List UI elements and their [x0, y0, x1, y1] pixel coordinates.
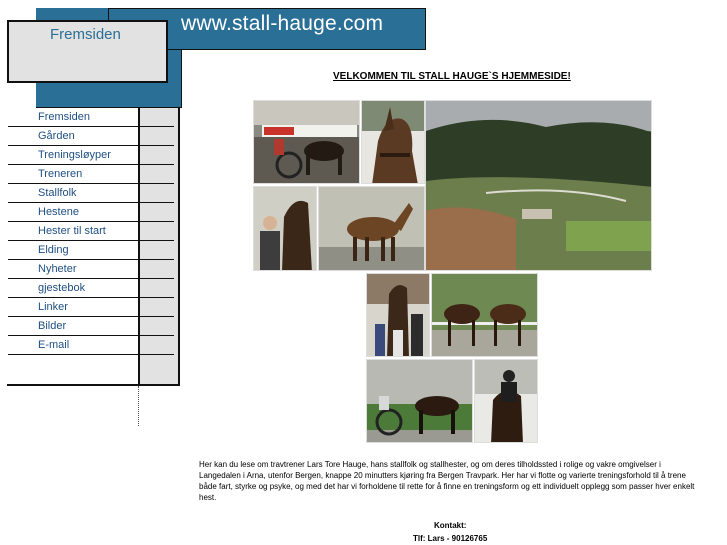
- sidebar-dotted-line: [138, 386, 139, 426]
- nav-item-elding[interactable]: Elding: [8, 241, 174, 260]
- contact-label: Kontakt:: [434, 521, 467, 530]
- contact-phone: Tlf: Lars - 90126765: [413, 534, 488, 543]
- photo-rider-on-horse: [474, 359, 538, 443]
- photo-children-with-horse: [366, 273, 430, 357]
- sidebar-bottom-line: [7, 384, 180, 386]
- nav-item-gjestebok[interactable]: gjestebok: [8, 279, 174, 298]
- nav-item-fremsiden[interactable]: Fremsiden: [8, 108, 174, 127]
- photo-two-horses: [431, 273, 538, 357]
- nav-item-treningsloyper[interactable]: Treningsløyper: [8, 146, 174, 165]
- nav-item-treneren[interactable]: Treneren: [8, 165, 174, 184]
- nav-item-email[interactable]: E-mail: [8, 336, 174, 355]
- nav-item-nyheter[interactable]: Nyheter: [8, 260, 174, 279]
- nav-item-garden[interactable]: Gården: [8, 127, 174, 146]
- photo-horse-standing: [318, 186, 425, 271]
- photo-harness-racing: [253, 100, 360, 184]
- site-url-title: www.stall-hauge.com: [181, 12, 384, 35]
- photo-valley-landscape: [425, 100, 652, 271]
- nav-item-bilder[interactable]: Bilder: [8, 317, 174, 336]
- nav-item-hester-til-start[interactable]: Hester til start: [8, 222, 174, 241]
- photo-sulky-training: [366, 359, 473, 443]
- welcome-heading: VELKOMMEN TIL STALL HAUGE`S HJEMMESIDE!: [333, 71, 571, 82]
- intro-paragraph: Her kan du lese om travtrener Lars Tore Hauge, hans stallfolk og stallhester, og om deres tilholdssted i rolige og vakre omgivelser i Langedalen i Arna, utenfor Bergen, knappe 20 minutters kjøring fra Bergen Travpark. Her har vi flotte og varierte treningsforhold til å trene både fart, styrke og psyke, og med det har vi forholdene til rette for å finne en treningsform og ett individuelt opplegg som passer hver enkelt hest.: [199, 460, 695, 502]
- sidebar-nav: [8, 108, 174, 355]
- nav-item-hestene[interactable]: Hestene: [8, 203, 174, 222]
- nav-item-linker[interactable]: Linker: [8, 298, 174, 317]
- photo-woman-with-horse: [253, 186, 317, 271]
- page-title: Fremsiden: [50, 26, 121, 43]
- photo-horse-head: [361, 100, 425, 184]
- nav-item-stallfolk[interactable]: Stallfolk: [8, 184, 174, 203]
